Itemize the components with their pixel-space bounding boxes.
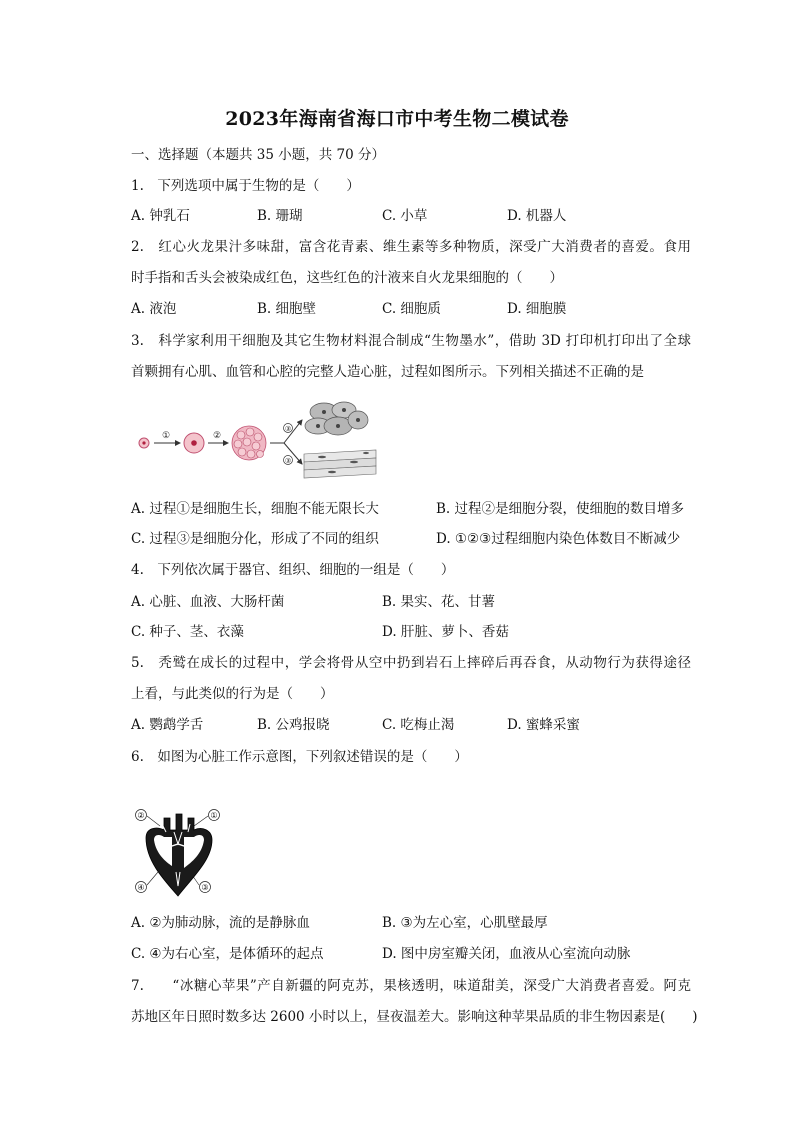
epithelial-tissue-icon [305, 402, 368, 435]
cell-process-figure [132, 398, 382, 480]
q4-option-d: D. 肝脏、萝卜、香菇 [382, 624, 509, 640]
page-title: 2023年海南省海口市中考生物二模试卷 [225, 108, 569, 130]
q2-option-c: C. 细胞质 [382, 301, 441, 317]
q6-option-a: A. ②为肺动脉，流的是静脉血 [131, 915, 310, 931]
q1-option-b: B. 珊瑚 [257, 208, 303, 224]
q6-option-d: D. 图中房室瓣关闭，血液从心室流向动脉 [382, 946, 631, 962]
q4-option-b: B. 果实、花、甘薯 [382, 594, 496, 610]
process-3-label-bottom: ③ [284, 457, 292, 465]
question-2-stem-line2: 时手指和舌头会被染成红色，这些红色的汁液来自火龙果细胞的（ ） [131, 270, 563, 286]
q3-option-b: B. 过程②是细胞分裂，使细胞的数目增多 [436, 501, 685, 517]
heart-diagram-figure [132, 804, 224, 900]
q3-option-d: D. ①②③过程细胞内染色体数目不断减少 [436, 531, 681, 547]
q4-option-c: C. 种子、茎、衣藻 [131, 624, 244, 640]
q2-option-a: A. 液泡 [131, 301, 177, 317]
q3-option-c: C. 过程③是细胞分化，形成了不同的组织 [131, 531, 379, 547]
q6-option-c: C. ④为右心室，是体循环的起点 [131, 946, 324, 962]
question-5-stem-line1: 5. 秃鹫在成长的过程中，学会将骨从空中扔到岩石上摔碎后再吞食，从动物行为获得途径 [131, 655, 691, 671]
question-7-stem-line1: 7. “冰糖心苹果”产自新疆的阿克苏，果核透明，味道甜美，深受广大消费者喜爱。阿克 [131, 978, 691, 994]
q1-option-c: C. 小草 [382, 208, 428, 224]
q1-option-a: A. 钟乳石 [131, 208, 190, 224]
q5-option-d: D. 蜜蜂采蜜 [507, 717, 580, 733]
q2-option-d: D. 细胞膜 [507, 301, 567, 317]
question-3-stem-line1: 3. 科学家利用干细胞及其它生物材料混合制成“生物墨水”，借助 3D 打印机打印出了全球 [131, 333, 691, 349]
heart-label-1: ① [210, 811, 218, 820]
question-5-stem-line2: 上看，与此类似的行为是（ ） [131, 686, 334, 702]
section-heading: 一、选择题（本题共 35 小题，共 70 分） [131, 147, 386, 163]
heart-label-3: ③ [201, 883, 209, 892]
q1-option-d: D. 机器人 [507, 208, 567, 224]
process-2-label: ② [213, 431, 222, 441]
cell-cluster-icon [232, 426, 266, 460]
q2-option-b: B. 细胞壁 [257, 301, 317, 317]
q6-option-b: B. ③为左心室，心肌壁最厚 [382, 915, 548, 931]
question-7-stem-line2: 苏地区年日照时数多达 2600 小时以上，昼夜温差大。影响这种苹果品质的非生物因素是( ) [131, 1009, 698, 1025]
q5-option-c: C. 吃梅止渴 [382, 717, 455, 733]
q5-option-b: B. 公鸡报晓 [257, 717, 330, 733]
heart-label-2: ② [137, 811, 145, 820]
q5-option-a: A. 鹦鹉学舌 [131, 717, 204, 733]
question-1-stem: 1. 下列选项中属于生物的是（ ） [131, 178, 360, 194]
question-2-stem-line1: 2. 红心火龙果汁多味甜，富含花青素、维生素等多种物质，深受广大消费者的喜爱。食用 [131, 239, 691, 255]
q3-option-a: A. 过程①是细胞生长，细胞不能无限长大 [131, 501, 379, 517]
question-3-stem-line2: 首颗拥有心肌、血管和心腔的完整人造心脏，过程如图所示。下列相关描述不正确的是 [131, 364, 644, 380]
process-3-label-top: ③ [284, 425, 292, 433]
muscle-tissue-icon [304, 450, 376, 478]
q4-option-a: A. 心脏、血液、大肠杆菌 [131, 594, 285, 610]
heart-label-4: ④ [137, 883, 145, 892]
process-1-label: ① [162, 431, 171, 441]
question-4-stem: 4. 下列依次属于器官、组织、细胞的一组是（ ） [131, 562, 455, 578]
question-6-stem: 6. 如图为心脏工作示意图，下列叙述错误的是（ ） [131, 749, 468, 765]
